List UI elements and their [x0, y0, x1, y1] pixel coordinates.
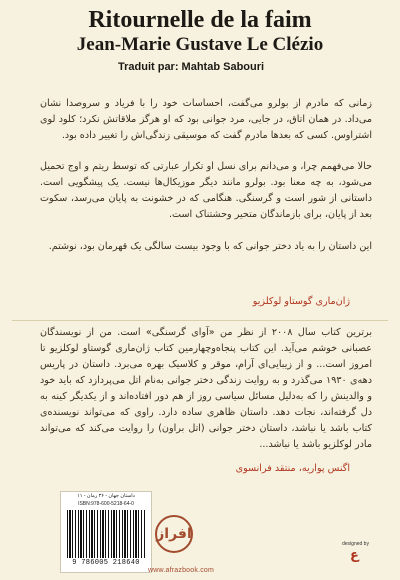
excerpt-paragraph-1 — [40, 96, 372, 144]
isbn-label: ISBN:978-600-5218-64-0 — [78, 501, 134, 507]
excerpt-paragraph-2 — [40, 159, 372, 223]
isbn-number: 9 786005 218640 — [72, 559, 140, 567]
designed-by-label: designed by — [342, 541, 369, 547]
excerpt-text-2: حالا می‌فهمم چرا، و می‌دانم برای نسل او تکرار عبارتی که توسط ریتم و اوج تحمیل می‌شود، به چه معنا بود. بولرو مانند دیگر موزیکال‌ها نیست. یک پیشگویی است. داستانی از شور است و گرسنگی. هنگامی که در خشونت به پایان می‌رسد، سکوت بعد از پایان، برای بازماندگان متحیر وحشتناک است. — [40, 161, 372, 220]
author-signature: ژان‌ماری گوستاو لوکلزیو — [252, 296, 350, 307]
designer-logo-icon — [350, 548, 364, 566]
publisher-website: www.afrazbook.com — [148, 567, 215, 574]
barcode-box — [60, 491, 152, 573]
book-author: Jean-Marie Gustave Le Clézio — [76, 34, 324, 55]
review-text: برترین کتاب سال ۲۰۰۸ از نظر من «آوای گرسنگی» است. من از نویسندگان عصبانی خوشم می‌آید. این کتاب پنجاه‌وچهارمین کتاب ژان‌ماری گوستاو لوکلزیو تا امروز است... و از زیبایی‌ای آرام، موقر و کلاسیک بهره می‌برد. داستان در پاریس دهه‌ی ۱۹۳۰ می‌گذرد و به روایت زندگی دختر جوانی به‌نام اتل می‌پردازد که باید خود و والدینش را که به‌دلیل مسائل سیاسی روز از هم دور افتاده‌اند و از یکدیگر کینه به دل گرفته‌اند، نجات دهد. داستان ظاهری ساده دارد. راوی که می‌تواند نویسنده‌ی کتاب باشد یا نباشد، داستان دختر جوانی (اتل براون) را روایت می‌کند که می‌تواند مادر لوکلزیو باشد یا نباشد... — [40, 327, 372, 450]
barcode-icon — [67, 510, 145, 558]
publisher-mark: افراز — [156, 526, 192, 542]
excerpt-text-1: زمانی که مادرم از بولرو می‌گفت، احساسات خود را با فریاد و سروصدا نشان می‌داد. در همان اتاق، در جایی، مرد جوانی بود که او هرگز ملاقاتش نکرد؛ کلود لوی اشتراوس. کسی که بعدها مادرم گفت که موسیقی زندگی‌اش را تغییر داده بود. — [40, 98, 372, 141]
series-line: داستان جهان - ۳۶ رمان - ۱۱ — [77, 493, 135, 499]
designer-mark: ع — [350, 548, 359, 563]
review-paragraph — [40, 325, 372, 453]
book-header — [0, 6, 400, 74]
publisher-logo-icon — [155, 515, 193, 553]
excerpt-text-3: این داستان را به یاد دختر جوانی که با وجود بیست سالگی یک قهرمان بود، نوشتم. — [48, 241, 372, 252]
book-title: Ritournelle de la faim — [88, 7, 312, 33]
translator-line: Traduit par: Mahtab Sabouri — [118, 61, 265, 73]
excerpt-paragraph-3 — [40, 239, 372, 255]
review-signature: اگنس پواریه، منتقد فرانسوی — [235, 463, 350, 474]
section-divider — [12, 320, 388, 321]
